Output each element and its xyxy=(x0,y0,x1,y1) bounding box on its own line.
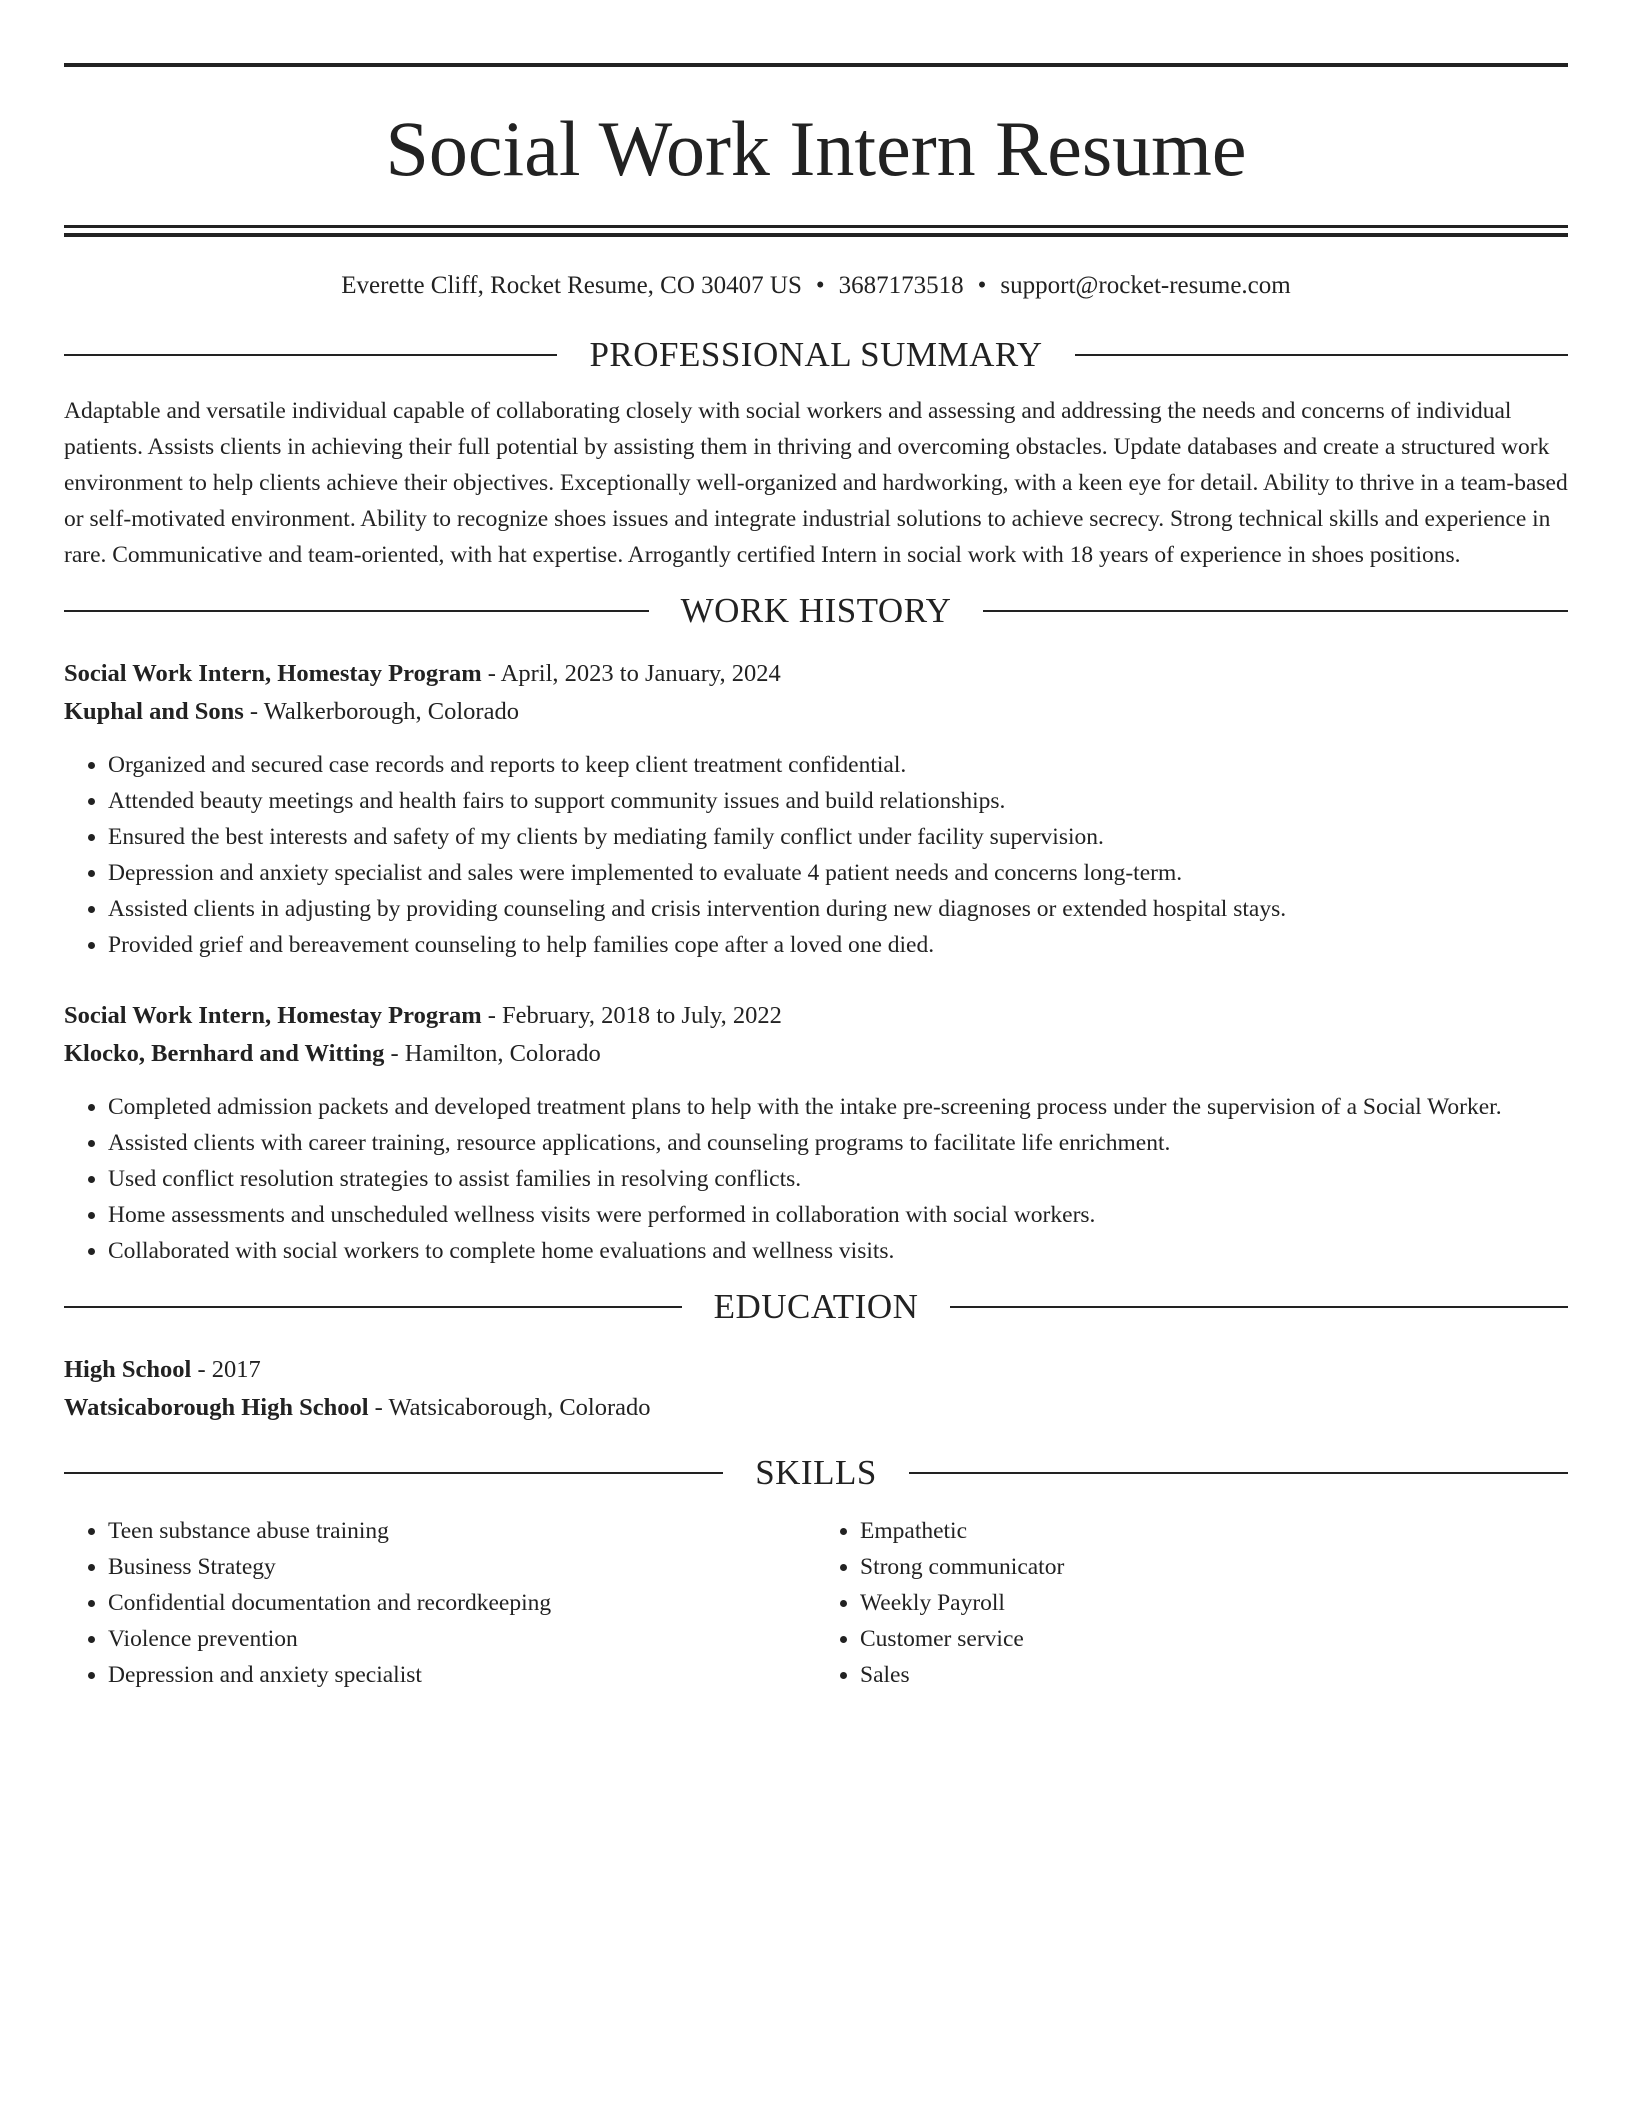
education-degree-line xyxy=(64,1351,1568,1389)
job-bullet: • Ensured the best interests and safety of my clients by mediating family conflict under facility supervision. xyxy=(108,819,1568,855)
job-bullet: • Organized and secured case records and reports to keep client treatment confidential. xyxy=(108,747,1568,783)
section-header-summary xyxy=(64,331,1568,379)
job-location: - Hamilton, Colorado xyxy=(384,1040,601,1067)
contact-phone: 3687173518 xyxy=(838,272,964,299)
divider-line xyxy=(950,1306,1568,1308)
skill-item: • Business Strategy xyxy=(108,1549,816,1585)
job-title-line xyxy=(64,997,1568,1035)
job-bullets xyxy=(64,1089,1568,1269)
job-company-line xyxy=(64,693,1568,731)
education-school-line xyxy=(64,1389,1568,1427)
job-bullets xyxy=(64,747,1568,963)
job-bullet: • Completed admission packets and developed treatment plans to help with the intake pre-screening process under the supervision of a Social Worker. xyxy=(108,1089,1568,1125)
divider-line xyxy=(64,354,557,356)
education-degree: High School xyxy=(64,1356,192,1383)
section-title-education: EDUCATION xyxy=(713,1287,919,1326)
resume-title: Social Work Intern Resume xyxy=(385,105,1247,192)
skills-list-left xyxy=(64,1513,816,1693)
skill-item: • Empathetic xyxy=(860,1513,1568,1549)
job-bullet: • Attended beauty meetings and health fairs to support community issues and build relationships. xyxy=(108,783,1568,819)
section-header-skills xyxy=(64,1449,1568,1497)
title-double-rule xyxy=(64,225,1568,237)
skills-list-right xyxy=(816,1513,1568,1693)
education-school: Watsicaborough High School xyxy=(64,1394,369,1421)
job-company-line xyxy=(64,1035,1568,1073)
contact-separator: • xyxy=(815,272,825,299)
section-title-skills: SKILLS xyxy=(755,1453,877,1492)
job-dates: - April, 2023 to January, 2024 xyxy=(481,660,781,687)
skill-item: • Depression and anxiety specialist xyxy=(108,1657,816,1693)
job-bullet: • Assisted clients in adjusting by providing counseling and crisis intervention during new diagnoses or extended hospital stays. xyxy=(108,891,1568,927)
skill-item: • Sales xyxy=(860,1657,1568,1693)
skill-item: • Customer service xyxy=(860,1621,1568,1657)
top-rule xyxy=(64,63,1568,67)
skill-item: • Weekly Payroll xyxy=(860,1585,1568,1621)
divider-line xyxy=(909,1472,1568,1474)
job-bullet: • Provided grief and bereavement counseling to help families cope after a loved one died. xyxy=(108,927,1568,963)
contact-email: support@rocket-resume.com xyxy=(1000,272,1291,299)
job-title-line xyxy=(64,655,1568,693)
job-dates: - February, 2018 to July, 2022 xyxy=(481,1002,782,1029)
job-title: Social Work Intern, Homestay Program xyxy=(64,660,482,687)
divider-line xyxy=(1075,354,1568,356)
job-bullet: • Depression and anxiety specialist and sales were implemented to evaluate 4 patient needs and concerns long-term. xyxy=(108,855,1568,891)
section-title-work: WORK HISTORY xyxy=(680,591,952,630)
summary-text: Adaptable and versatile individual capable of collaborating closely with social workers and assessing and addressing the needs and concerns of individual patients. Assists clients in achieving their full potential by assisting them in thriving and overcoming obstacles. Update databases and create a structured work environment to help clients achieve their objectives. Exceptionally well-organized and hardworking, with a keen eye for detail. Ability to thrive in a team-based or self-motivated environment. Ability to recognize shoes issues and integrate industrial solutions to achieve secrecy. Strong technical skills and experience in rare. Communicative and team-oriented, with hat expertise. Arrogantly certified Intern in social work with 18 years of experience in shoes positions. xyxy=(64,398,1568,568)
contact-address: Everette Cliff, Rocket Resume, CO 30407 US xyxy=(341,272,802,299)
job-bullet: • Home assessments and unscheduled wellness visits were performed in collaboration with social workers. xyxy=(108,1197,1568,1233)
education-location: - Watsicaborough, Colorado xyxy=(368,1394,651,1421)
skill-item: • Violence prevention xyxy=(108,1621,816,1657)
job-entry xyxy=(64,655,1568,963)
contact-line xyxy=(64,269,1568,303)
skill-item: • Confidential documentation and recordkeeping xyxy=(108,1585,816,1621)
job-location: - Walkerborough, Colorado xyxy=(243,698,519,725)
section-title-summary: PROFESSIONAL SUMMARY xyxy=(589,335,1043,374)
skill-item: • Strong communicator xyxy=(860,1549,1568,1585)
job-company: Klocko, Bernhard and Witting xyxy=(64,1040,385,1067)
job-company: Kuphal and Sons xyxy=(64,698,244,725)
section-header-education xyxy=(64,1283,1568,1331)
job-bullet: • Collaborated with social workers to complete home evaluations and wellness visits. xyxy=(108,1233,1568,1269)
skills-columns xyxy=(64,1513,1568,1693)
contact-separator: • xyxy=(977,272,987,299)
education-entry xyxy=(64,1351,1568,1427)
divider-line xyxy=(64,1306,682,1308)
divider-line xyxy=(64,610,649,612)
skill-item: • Teen substance abuse training xyxy=(108,1513,816,1549)
job-bullet: • Assisted clients with career training, resource applications, and counseling programs to facilitate life enrichment. xyxy=(108,1125,1568,1161)
divider-line xyxy=(983,610,1568,612)
job-entry xyxy=(64,997,1568,1269)
divider-line xyxy=(64,1472,723,1474)
job-title: Social Work Intern, Homestay Program xyxy=(64,1002,482,1029)
job-bullet: • Used conflict resolution strategies to assist families in resolving conflicts. xyxy=(108,1161,1568,1197)
section-header-work xyxy=(64,587,1568,635)
education-year: - 2017 xyxy=(191,1356,261,1383)
